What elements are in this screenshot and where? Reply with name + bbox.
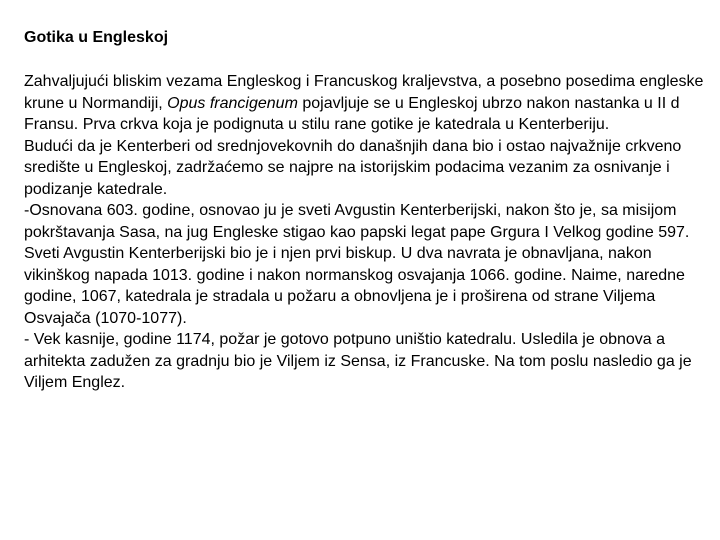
paragraph-intro	[24, 71, 704, 136]
intro-text-end: pojavljuje se u Engleskoj ubrzo nakon nastanka u II d Fransu. Prva crkva koja je podignuta u stilu rane gotike je katedrala u Kenterberiju.	[24, 94, 680, 133]
paragraph-founding: -Osnovana 603. godine, osnovao ju je sveti Avgustin Kenterberijski, nakon što je, sa misijom pokrštavanja Sasa, na jug Engleske stigao kao papski legat pape Grgura I Velkog godine 597. Sveti Avgustin Kenterberijski bio je i njen prvi biskup. U dva navrata je obnavljana, nakon vikinškog napada 1013. godine i nakon normanskog osvajanja 1066. godine. Naime, naredne godine, 1067, katedrala je stradala u požaru a obnovljena je i proširena od strane Viljema Osvajača (1070-1077).	[24, 202, 690, 327]
slide-body	[24, 71, 704, 394]
italic-term: Opus francigenum	[167, 94, 298, 112]
paragraph-canterbury: Budući da je Kenterberi od srednjovekovnih do današnjih dana bio i ostao najvažnije crkveno središte u Engleskoj, zadržaćemo se najpre na istorijskim podacima vezanim za osnivanje i podizanje katedrale.	[24, 137, 682, 198]
paragraph-rebuilding: - Vek kasnije, godine 1174, požar je gotovo potpuno uništio katedralu. Usledila je obnova a arhitekta zadužen za gradnju bio je Viljem iz Sensa, iz Francuske. Na tom poslu nasledio ga je Viljem Englez.	[24, 331, 692, 391]
intro-text-start: Zahvaljujući bliskim vezama Engleskog i Francuskog kraljevstva, a posebno posedima engleske krune u Normandiji,	[24, 73, 704, 112]
slide-content	[24, 27, 704, 394]
slide-title: Gotika u Engleskoj	[24, 29, 169, 46]
